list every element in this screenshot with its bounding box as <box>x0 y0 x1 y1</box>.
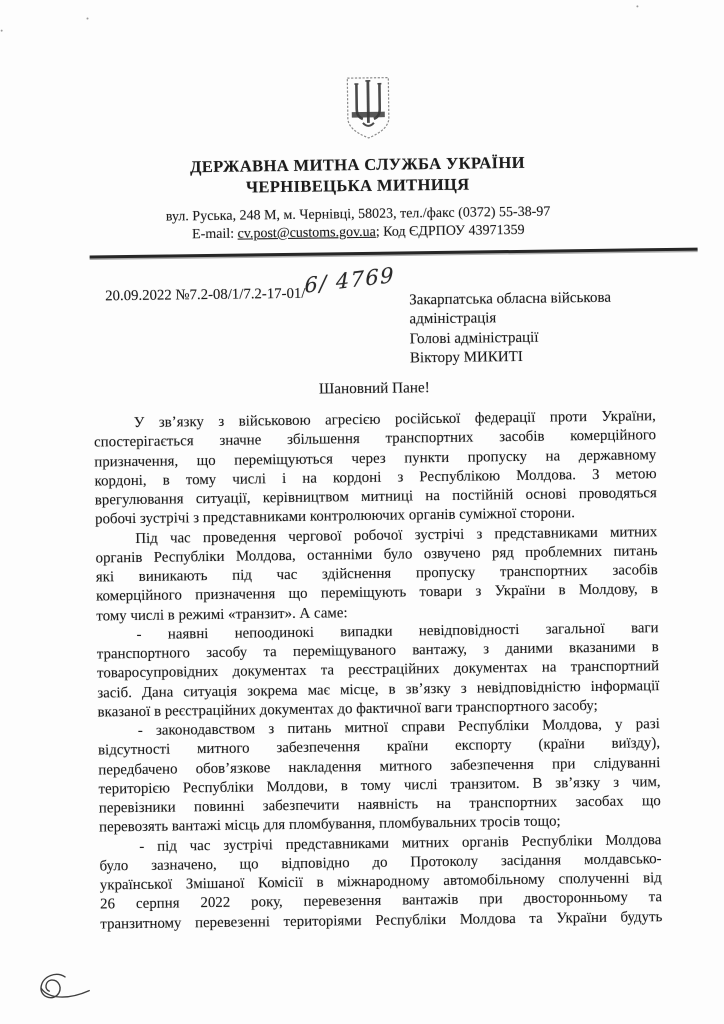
recipient-line: адміністрація <box>409 310 497 328</box>
body-line: робочі зустрічі з представниками контролюючих органів суміжної сторони. <box>94 505 576 528</box>
body-line: 26 серпня 2022 року, перевезення вантажів при двосторонньому та <box>100 889 663 913</box>
body-line: які виникають під час здійснення пропуску транспортних засобів <box>95 562 658 586</box>
scan-speck <box>636 5 638 7</box>
body-line: транзитному перевезенні територіями Республіки Молдова та України будуть <box>100 908 663 932</box>
body-line: - наявні непоодинокі випадки невідповідності загальної ваги <box>136 619 659 643</box>
reference-number-printed: 20.09.2022 №7.2-08/1/7.2-17-01/ <box>105 285 306 305</box>
scan-speck <box>87 18 89 20</box>
body-line: У зв’язку з військовою агресією російської федерації проти України, <box>133 408 656 431</box>
email-label: E-mail: <box>192 226 238 243</box>
body-line: - під час зустрічі представниками митних органів Республіки Молдова <box>139 831 662 855</box>
org-name-line2: ЧЕРНІВЕЦЬКА МИТНИЦЯ <box>245 174 470 197</box>
body-line: врегулювання ситуації, керівництвом митниці на постійній основі проводяться <box>94 485 657 509</box>
body-line: Під час проведення чергової робочої зустрічі з представниками митних <box>135 523 658 547</box>
email-link: cv.post@customs.gov.ua <box>237 224 376 242</box>
body-line: територією Республіки Молдови, в тому числі транзитом. В зв’язку з чим, <box>98 773 661 798</box>
scan-speck <box>1 30 3 32</box>
body-line: української Змішаної Комісії в міжнародному автомобільному сполученні від <box>99 870 662 894</box>
body-paragraph-3-bullet <box>96 619 659 723</box>
reference-line <box>105 262 397 306</box>
recipient-line: Закарпатська обласна військова <box>409 289 612 309</box>
body-line: вказаної в реєстраційних документах до фактичної ваги транспортного засобу; <box>97 697 598 721</box>
body-line: тому числі в режимі «транзит». А саме: <box>96 604 348 624</box>
handwritten-paraph-icon <box>32 970 94 1009</box>
body-line: перевозять вантажі місць для пломбування, пломбувальних тросів тощо; <box>99 813 561 836</box>
body-line: призначення, що переміщуються через пункти пропуску на державному <box>94 446 657 470</box>
body-line: було зазначено, що відповідно до Протоколу засідання молдавсько- <box>99 850 662 875</box>
body-paragraph-1 <box>94 407 657 530</box>
body-line: відсутності митного забезпечення країни експорту (країни виїзду), <box>97 735 661 759</box>
body-line: - законодавством з питань митної справи Республіки Молдова, у разі <box>137 716 660 739</box>
recipient-name: Віктору МИКИТІ <box>409 349 523 367</box>
recipient-line: Голові адміністрації <box>409 329 539 348</box>
reference-number-handwritten: 6/ 4769 <box>304 262 396 298</box>
org-name-line1: ДЕРЖАВНА МИТНА СЛУЖБА УКРАЇНИ <box>189 152 525 177</box>
body-line: передбачено обов’язкове накладення митного забезпечення при слідуванні <box>98 754 661 778</box>
body-line: товаросупровідних документах та реєстраційних документах на транспортний <box>96 658 660 682</box>
body-line: засіб. Дана ситуація зокрема має місце, в зв’язку з невідповідністю інформації <box>97 677 660 701</box>
body-paragraph-4-bullet <box>98 715 661 838</box>
body-line: транспортного засобу та переміщуваного вантажу, з даними вказаними в <box>96 639 659 663</box>
org-address: вул. Руська, 248 М, м. Чернівці, 58023, тел./факс (0372) 55-38-97 <box>165 204 551 225</box>
body-line: перевізники повинні забезпечити наявність на транспортних засобах що <box>98 793 661 817</box>
body-line: органів Республіки Молдова, останніми було озвучено ряд проблемних питань <box>95 542 658 567</box>
body-paragraph-5-bullet <box>99 831 662 935</box>
salutation: Шановний Пане! <box>318 379 430 398</box>
body-line: кордоні, в тому числі і на кордоні з Республікою Молдова. З метою <box>94 465 657 490</box>
letter-body <box>94 407 663 934</box>
body-line: спостерігається значне збільшення транспортних засобів комерційного <box>93 427 657 451</box>
ukraine-trident-emblem-icon <box>344 76 392 143</box>
body-line: комерційного призначення що переміщують товари з України в Молдову, в <box>95 581 659 605</box>
letterhead-divider <box>90 248 698 259</box>
recipient-block <box>409 289 612 369</box>
body-paragraph-2 <box>95 523 658 627</box>
edrpou-code: ; Код ЄДРПОУ 43971359 <box>375 222 525 240</box>
